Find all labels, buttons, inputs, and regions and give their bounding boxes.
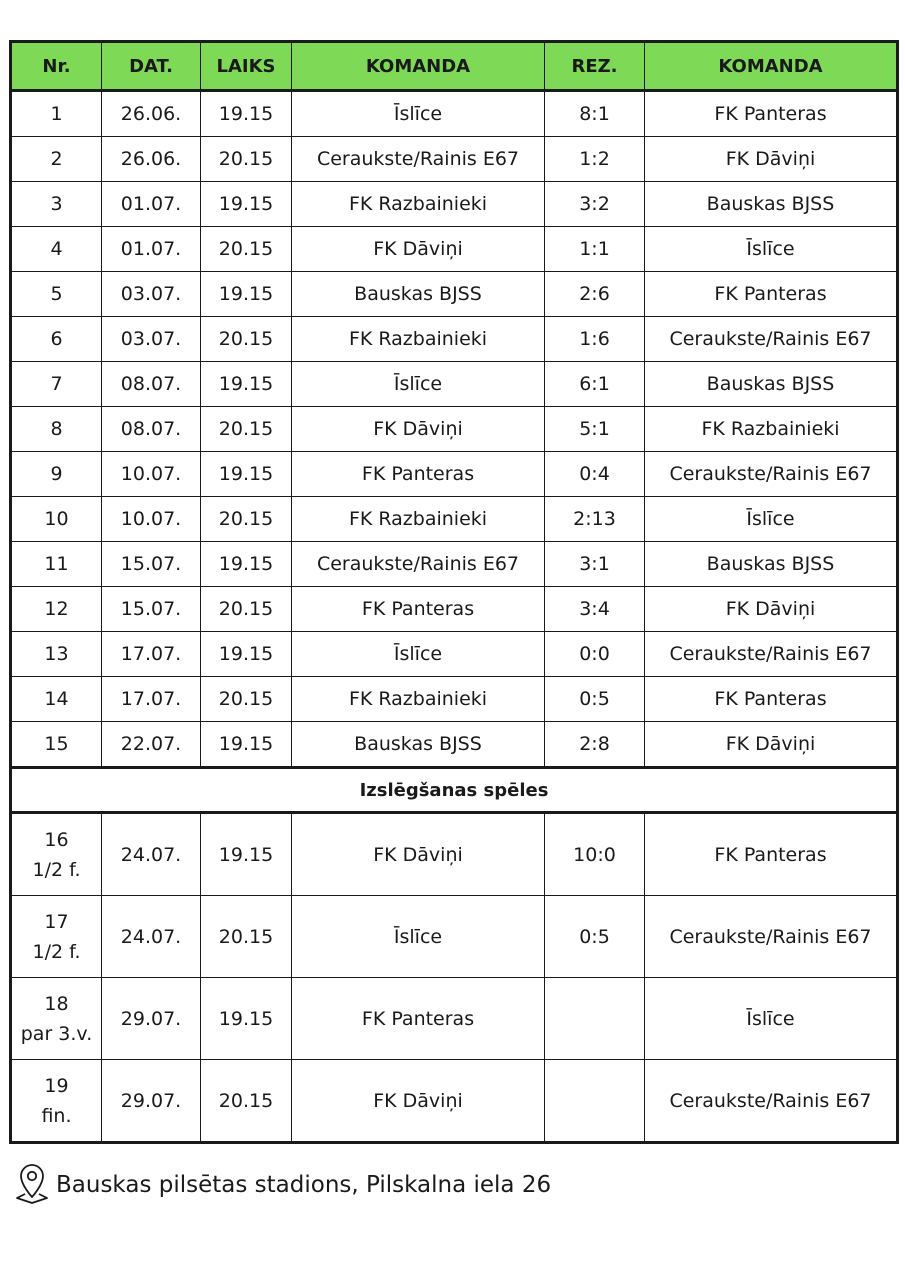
cell-team1: FK Razbainieki bbox=[292, 317, 545, 362]
cell-result: 0:5 bbox=[545, 677, 645, 722]
cell-nr bbox=[11, 1060, 102, 1143]
table-row bbox=[11, 407, 898, 452]
cell-team1: Īslīce bbox=[292, 632, 545, 677]
group-stage-rows bbox=[11, 91, 898, 768]
cell-team1: Īslīce bbox=[292, 91, 545, 137]
cell-team2: FK Panteras bbox=[645, 677, 898, 722]
cell-nr: 6 bbox=[11, 317, 102, 362]
table-row bbox=[11, 896, 898, 978]
cell-nr: 4 bbox=[11, 227, 102, 272]
cell-team2: FK Dāviņi bbox=[645, 137, 898, 182]
cell-time: 19.15 bbox=[201, 722, 292, 768]
cell-result: 5:1 bbox=[545, 407, 645, 452]
match-stage: 1/2 f. bbox=[32, 858, 81, 881]
knockout-section-title: Izslēgšanas spēles bbox=[11, 768, 898, 813]
cell-date: 15.07. bbox=[102, 587, 201, 632]
cell-result: 2:6 bbox=[545, 272, 645, 317]
table-row bbox=[11, 137, 898, 182]
header-result: REZ. bbox=[545, 42, 645, 91]
venue-address: Bauskas pilsētas stadions, Pilskalna iela 26 bbox=[56, 1172, 552, 1198]
cell-result: 0:5 bbox=[545, 896, 645, 978]
cell-time: 20.15 bbox=[201, 1060, 292, 1143]
cell-time: 19.15 bbox=[201, 91, 292, 137]
cell-team2: FK Panteras bbox=[645, 91, 898, 137]
cell-team1: Īslīce bbox=[292, 362, 545, 407]
table-row bbox=[11, 632, 898, 677]
cell-team2: Ceraukste/Rainis E67 bbox=[645, 632, 898, 677]
header-team1: KOMANDA bbox=[292, 42, 545, 91]
header-time: LAIKS bbox=[201, 42, 292, 91]
cell-nr: 9 bbox=[11, 452, 102, 497]
cell-result: 10:0 bbox=[545, 813, 645, 896]
table-row bbox=[11, 978, 898, 1060]
cell-nr: 2 bbox=[11, 137, 102, 182]
match-stage: fin. bbox=[41, 1104, 72, 1127]
table-row bbox=[11, 272, 898, 317]
cell-time: 19.15 bbox=[201, 542, 292, 587]
cell-nr: 10 bbox=[11, 497, 102, 542]
cell-team2: FK Panteras bbox=[645, 813, 898, 896]
cell-date: 01.07. bbox=[102, 227, 201, 272]
table-row bbox=[11, 452, 898, 497]
header-nr: Nr. bbox=[11, 42, 102, 91]
table-row bbox=[11, 587, 898, 632]
cell-time: 20.15 bbox=[201, 497, 292, 542]
cell-team2: Ceraukste/Rainis E67 bbox=[645, 896, 898, 978]
cell-time: 20.15 bbox=[201, 677, 292, 722]
cell-team2: Īslīce bbox=[645, 497, 898, 542]
cell-team2: Ceraukste/Rainis E67 bbox=[645, 1060, 898, 1143]
table-row bbox=[11, 677, 898, 722]
cell-nr: 7 bbox=[11, 362, 102, 407]
cell-date: 26.06. bbox=[102, 137, 201, 182]
cell-team2: FK Razbainieki bbox=[645, 407, 898, 452]
cell-time: 20.15 bbox=[201, 407, 292, 452]
cell-time: 20.15 bbox=[201, 896, 292, 978]
cell-team1: FK Dāviņi bbox=[292, 227, 545, 272]
cell-result: 2:8 bbox=[545, 722, 645, 768]
cell-team1: Ceraukste/Rainis E67 bbox=[292, 542, 545, 587]
cell-result: 1:2 bbox=[545, 137, 645, 182]
match-number: 16 bbox=[44, 828, 69, 851]
cell-time: 19.15 bbox=[201, 272, 292, 317]
cell-time: 20.15 bbox=[201, 317, 292, 362]
cell-result: 6:1 bbox=[545, 362, 645, 407]
cell-nr: 15 bbox=[11, 722, 102, 768]
cell-team1: FK Razbainieki bbox=[292, 497, 545, 542]
table-row bbox=[11, 362, 898, 407]
table-row bbox=[11, 91, 898, 137]
cell-team2: Bauskas BJSS bbox=[645, 362, 898, 407]
cell-team2: Īslīce bbox=[645, 227, 898, 272]
cell-team2: FK Dāviņi bbox=[645, 587, 898, 632]
knockout-section-row bbox=[11, 768, 898, 813]
table-row bbox=[11, 317, 898, 362]
cell-date: 08.07. bbox=[102, 407, 201, 452]
cell-date: 17.07. bbox=[102, 677, 201, 722]
cell-nr: 13 bbox=[11, 632, 102, 677]
cell-date: 26.06. bbox=[102, 91, 201, 137]
table-row bbox=[11, 227, 898, 272]
cell-date: 15.07. bbox=[102, 542, 201, 587]
cell-team1: FK Dāviņi bbox=[292, 1060, 545, 1143]
cell-team2: FK Dāviņi bbox=[645, 722, 898, 768]
cell-nr bbox=[11, 813, 102, 896]
cell-nr: 11 bbox=[11, 542, 102, 587]
table-row bbox=[11, 182, 898, 227]
cell-time: 19.15 bbox=[201, 452, 292, 497]
cell-team1: Īslīce bbox=[292, 896, 545, 978]
cell-team2: Īslīce bbox=[645, 978, 898, 1060]
match-number: 17 bbox=[44, 910, 69, 933]
cell-team1: FK Dāviņi bbox=[292, 407, 545, 452]
cell-date: 01.07. bbox=[102, 182, 201, 227]
cell-nr: 14 bbox=[11, 677, 102, 722]
header-team2: KOMANDA bbox=[645, 42, 898, 91]
cell-date: 17.07. bbox=[102, 632, 201, 677]
header-date: DAT. bbox=[102, 42, 201, 91]
match-schedule-table bbox=[9, 40, 899, 1144]
cell-result: 1:1 bbox=[545, 227, 645, 272]
table-row bbox=[11, 722, 898, 768]
cell-time: 19.15 bbox=[201, 813, 292, 896]
cell-time: 19.15 bbox=[201, 362, 292, 407]
cell-date: 29.07. bbox=[102, 1060, 201, 1143]
cell-team1: FK Panteras bbox=[292, 978, 545, 1060]
cell-time: 20.15 bbox=[201, 137, 292, 182]
table-header-row bbox=[11, 42, 898, 91]
cell-date: 29.07. bbox=[102, 978, 201, 1060]
cell-result: 0:0 bbox=[545, 632, 645, 677]
cell-time: 19.15 bbox=[201, 632, 292, 677]
cell-result: 0:4 bbox=[545, 452, 645, 497]
cell-team2: Ceraukste/Rainis E67 bbox=[645, 317, 898, 362]
cell-team1: Bauskas BJSS bbox=[292, 722, 545, 768]
table-row bbox=[11, 497, 898, 542]
cell-result: 3:4 bbox=[545, 587, 645, 632]
match-stage: par 3.v. bbox=[20, 1022, 93, 1045]
cell-team1: Bauskas BJSS bbox=[292, 272, 545, 317]
cell-team2: Bauskas BJSS bbox=[645, 542, 898, 587]
cell-team1: FK Razbainieki bbox=[292, 677, 545, 722]
cell-result bbox=[545, 978, 645, 1060]
cell-nr: 12 bbox=[11, 587, 102, 632]
cell-team1: Ceraukste/Rainis E67 bbox=[292, 137, 545, 182]
cell-nr bbox=[11, 896, 102, 978]
table-row bbox=[11, 813, 898, 896]
cell-team2: FK Panteras bbox=[645, 272, 898, 317]
cell-result: 2:13 bbox=[545, 497, 645, 542]
cell-nr: 5 bbox=[11, 272, 102, 317]
cell-nr: 3 bbox=[11, 182, 102, 227]
cell-result: 8:1 bbox=[545, 91, 645, 137]
cell-date: 24.07. bbox=[102, 813, 201, 896]
cell-team1: FK Panteras bbox=[292, 587, 545, 632]
cell-result: 1:6 bbox=[545, 317, 645, 362]
table-row bbox=[11, 542, 898, 587]
cell-nr: 8 bbox=[11, 407, 102, 452]
cell-team2: Ceraukste/Rainis E67 bbox=[645, 452, 898, 497]
cell-team1: FK Dāviņi bbox=[292, 813, 545, 896]
knockout-stage-rows bbox=[11, 813, 898, 1143]
cell-nr bbox=[11, 978, 102, 1060]
cell-team1: FK Panteras bbox=[292, 452, 545, 497]
cell-result: 3:1 bbox=[545, 542, 645, 587]
cell-date: 22.07. bbox=[102, 722, 201, 768]
cell-date: 10.07. bbox=[102, 497, 201, 542]
cell-date: 10.07. bbox=[102, 452, 201, 497]
cell-team1: FK Razbainieki bbox=[292, 182, 545, 227]
cell-team2: Bauskas BJSS bbox=[645, 182, 898, 227]
cell-date: 08.07. bbox=[102, 362, 201, 407]
cell-date: 03.07. bbox=[102, 272, 201, 317]
map-pin-icon bbox=[14, 1161, 56, 1209]
match-number: 18 bbox=[44, 992, 69, 1015]
cell-result: 3:2 bbox=[545, 182, 645, 227]
cell-nr: 1 bbox=[11, 91, 102, 137]
match-number: 19 bbox=[44, 1074, 69, 1097]
match-stage: 1/2 f. bbox=[32, 940, 81, 963]
table-row bbox=[11, 1060, 898, 1143]
cell-time: 20.15 bbox=[201, 227, 292, 272]
cell-result bbox=[545, 1060, 645, 1143]
cell-time: 19.15 bbox=[201, 182, 292, 227]
cell-date: 03.07. bbox=[102, 317, 201, 362]
venue-info bbox=[14, 1163, 551, 1207]
cell-time: 20.15 bbox=[201, 587, 292, 632]
cell-time: 19.15 bbox=[201, 978, 292, 1060]
cell-date: 24.07. bbox=[102, 896, 201, 978]
